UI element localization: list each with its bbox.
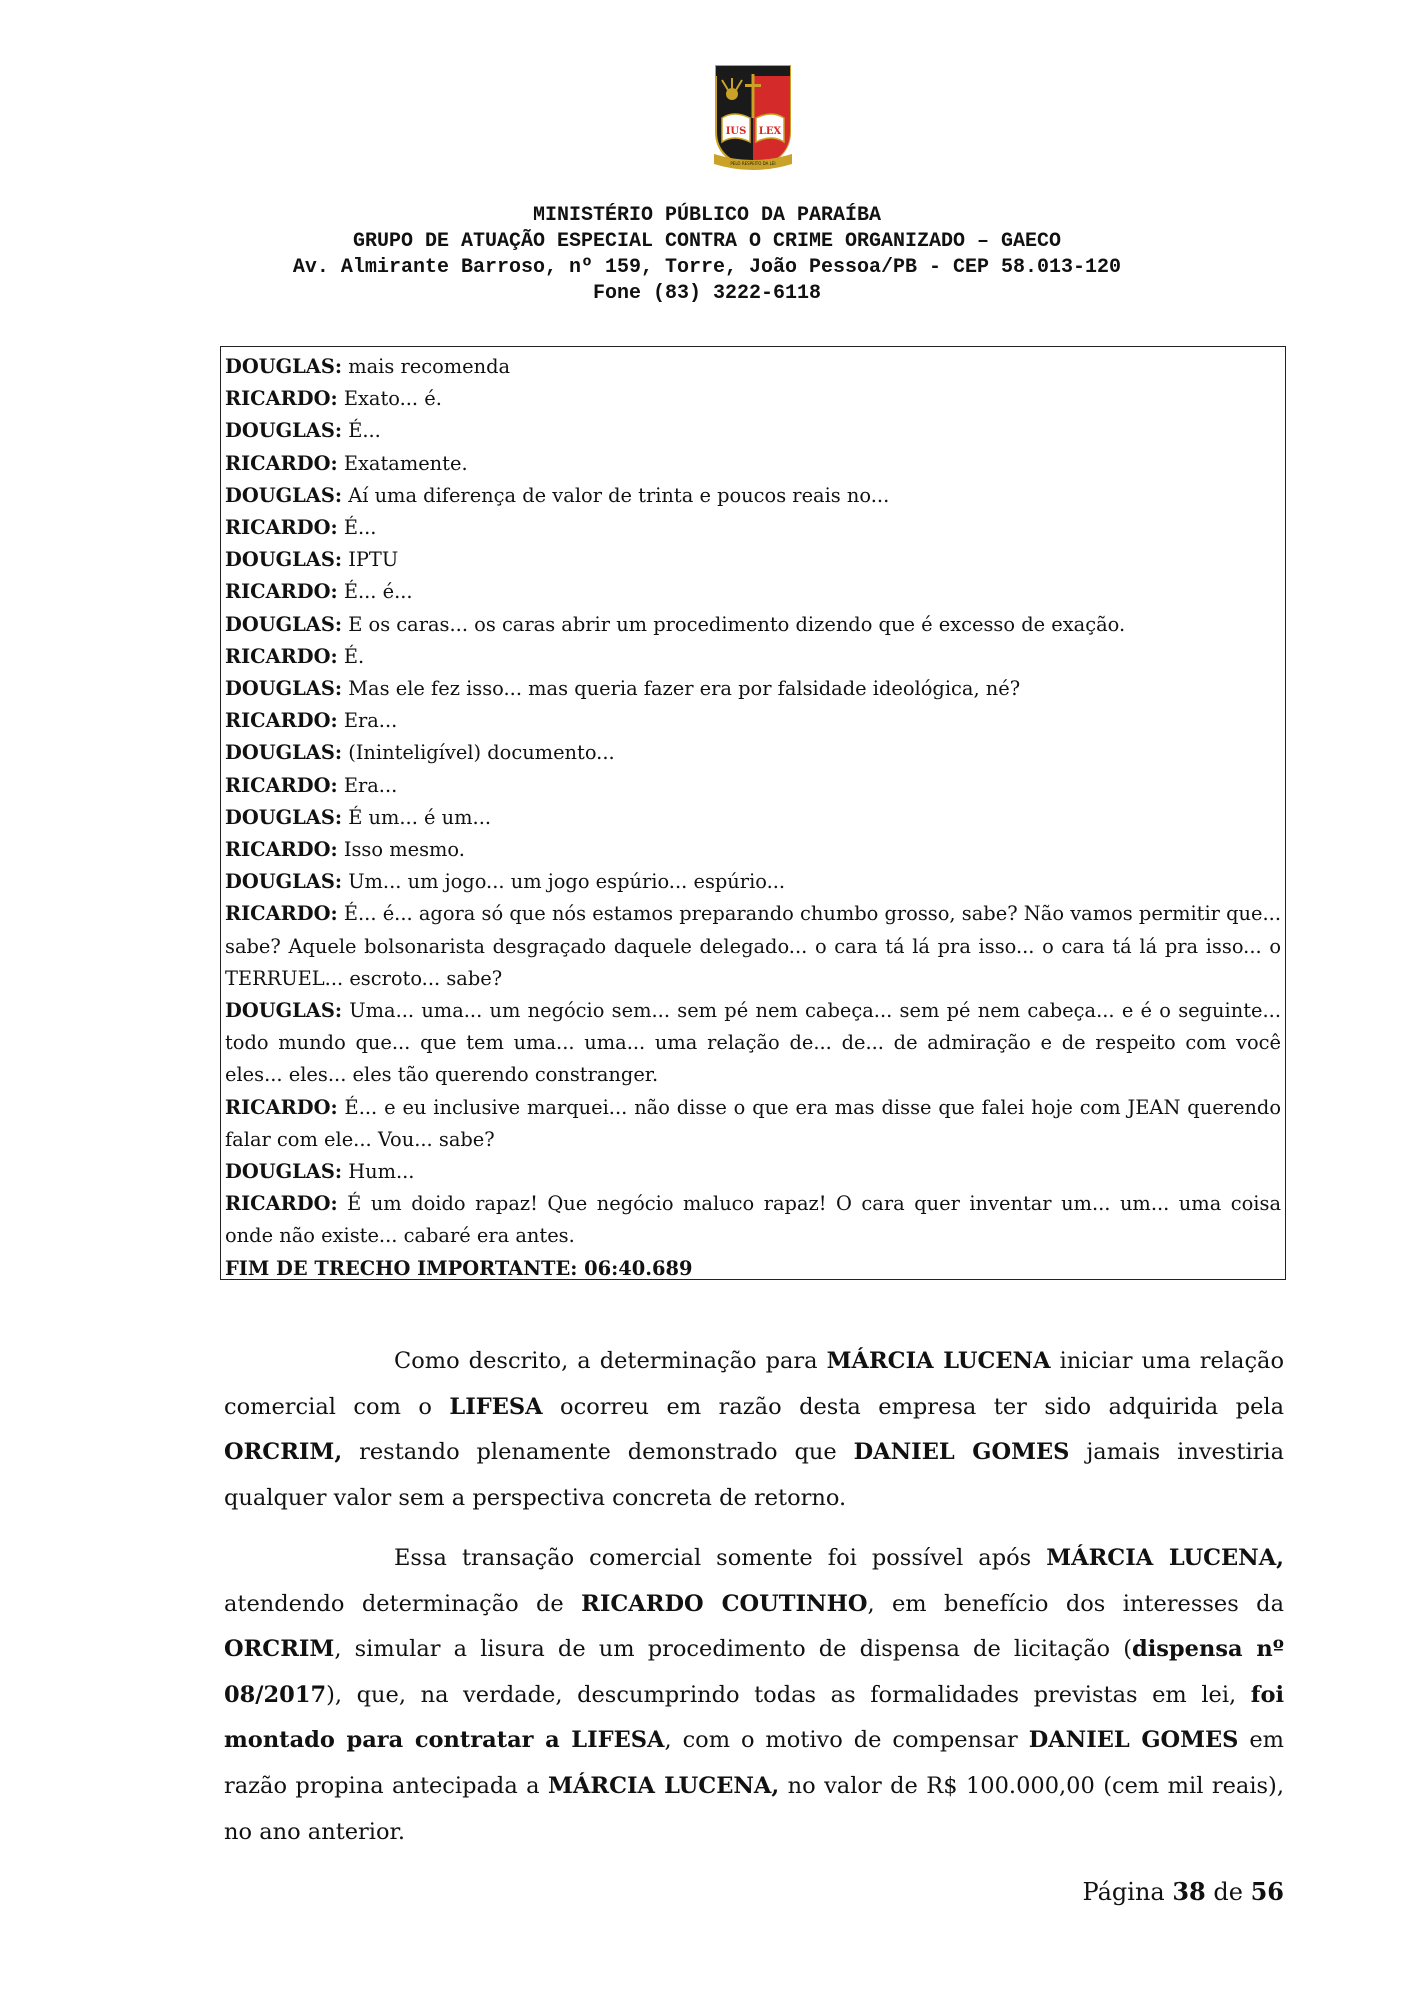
bold-run: LIFESA (449, 1393, 543, 1420)
speaker-name: DOUGLAS: (225, 677, 343, 701)
org-name: MINISTÉRIO PÚBLICO DA PARAÍBA (532, 204, 882, 227)
text-run: iniciar uma relação comercial com o (224, 1348, 1285, 1420)
speaker-name: RICARDO: (225, 838, 338, 862)
current-page: 38 (1172, 1877, 1206, 1906)
speech-text: Mas ele fez isso... mas queria fazer era por falsidade ideológica, né? (342, 677, 1021, 701)
speaker-name: DOUGLAS: (225, 483, 343, 507)
total-pages: 56 (1250, 1877, 1284, 1906)
transcript-line (225, 705, 1281, 737)
bold-run: RICARDO COUTINHO (581, 1590, 868, 1617)
transcript-line (225, 737, 1281, 769)
speech-text: Era... (337, 709, 398, 733)
speaker-name: RICARDO: (225, 1095, 338, 1119)
speaker-name: DOUGLAS: (225, 741, 343, 765)
speech-text: É um... é um... (342, 805, 492, 829)
transcript-line (225, 415, 1281, 447)
text-run: Essa transação comercial somente foi possível após (394, 1545, 1047, 1571)
speaker-name: RICARDO: (225, 451, 338, 475)
page-of: de (1205, 1878, 1251, 1906)
bold-run: MÁRCIA LUCENA, (548, 1772, 780, 1799)
speech-text: É... é... agora só que nós estamos preparando chumbo grosso, sabe? Não vamos permitir que... sabe? Aquele bolsonarista desgraçado daquele delegado... o cara tá lá pra isso... o cara tá lá pra isso... o TERRUEL... escroto... sabe? (225, 902, 1281, 990)
transcript-line (225, 351, 1281, 383)
speech-text: É. (337, 644, 365, 668)
speaker-name: DOUGLAS: (225, 548, 343, 572)
speech-text: IPTU (342, 548, 399, 572)
transcript-line (225, 898, 1281, 995)
transcript-line (225, 383, 1281, 415)
speech-text: Era... (337, 773, 398, 797)
text-run: em razão propina antecipada a (224, 1727, 1285, 1799)
transcript-line (225, 544, 1281, 576)
text-run: , em benefício dos interesses da (867, 1590, 1284, 1617)
speech-text: Exato... é. (337, 387, 442, 411)
bold-run: DANIEL GOMES (1028, 1727, 1239, 1754)
bold-run: foi montado para contratar a LIFESA (224, 1681, 1284, 1754)
speech-text: E os caras... os caras abrir um procedimento dizendo que é excesso de exação. (342, 612, 1126, 636)
speech-text: Uma... uma... um negócio sem... sem pé nem cabeça... sem pé nem cabeça... e é o seguinte... todo mundo que... que tem uma... uma... uma relação de... de... de admiração e de respeito com você eles... eles... eles tão querendo constranger. (225, 999, 1281, 1087)
speaker-name: DOUGLAS: (225, 1160, 343, 1184)
speaker-name: RICARDO: (225, 1192, 338, 1216)
logo-ribbon-text: PELO RESPEITO DA LEI (730, 161, 776, 166)
transcript-line (225, 1188, 1281, 1252)
speaker-name: DOUGLAS: (225, 870, 343, 894)
speaker-name: RICARDO: (225, 516, 338, 540)
text-run: jamais investiria qualquer valor sem a perspectiva concreta de retorno. (224, 1439, 1285, 1511)
transcript-line (225, 641, 1281, 673)
text-run: , simular a lisura de um procedimento de dispensa de licitação ( (334, 1636, 1132, 1663)
transcript-line (225, 802, 1281, 834)
speaker-name: RICARDO: (225, 773, 338, 797)
text-run: atendendo determinação de (224, 1590, 582, 1617)
logo-left-word: IUS (725, 126, 747, 137)
text-run: , com o motivo de compensar (664, 1727, 1029, 1754)
transcript-line (225, 834, 1281, 866)
speech-text: É... (337, 516, 377, 540)
paragraph-2 (224, 1536, 1284, 1855)
org-address: Av. Almirante Barroso, nº 159, Torre, João Pessoa/PB - CEP 58.013-120 (292, 256, 1122, 279)
speech-text: Exatamente. (337, 451, 468, 475)
transcript-line (225, 480, 1281, 512)
transcript-line (225, 995, 1281, 1092)
speech-text: É... (342, 419, 381, 443)
speaker-name: DOUGLAS: (225, 419, 343, 443)
shield-emblem-icon (712, 62, 794, 174)
transcript-line (225, 866, 1281, 898)
speech-text: Hum... (342, 1160, 415, 1184)
speech-text: É... e eu inclusive marquei... não disse o que era mas disse que falei hoje com JEAN querendo falar com ele... Vou... sabe? (225, 1095, 1281, 1151)
transcript-end-marker: FIM DE TRECHO IMPORTANTE: 06:40.689 (225, 1256, 693, 1280)
speech-text: Isso mesmo. (337, 838, 465, 862)
speaker-name: RICARDO: (225, 902, 338, 926)
speech-text: Aí uma diferença de valor de trinta e poucos reais no... (342, 483, 890, 507)
transcript-line (225, 673, 1281, 705)
text-run: no valor de R$ 100.000,00 (cem mil reais), no ano anterior. (224, 1772, 1284, 1845)
text-run: restando plenamente demonstrado que (342, 1439, 854, 1466)
transcript-line (225, 448, 1281, 480)
speaker-name: DOUGLAS: (225, 805, 343, 829)
letterhead (0, 203, 1414, 307)
speaker-name: RICARDO: (225, 644, 338, 668)
transcript-line (225, 576, 1281, 608)
bold-run: ORCRIM (224, 1636, 335, 1663)
speech-text: mais recomenda (342, 355, 511, 378)
bold-run: ORCRIM, (224, 1439, 343, 1466)
speech-text: (Ininteligível) documento... (342, 741, 615, 765)
speaker-name: RICARDO: (225, 709, 338, 733)
bold-run: MÁRCIA LUCENA (826, 1348, 1051, 1374)
transcript-box (220, 346, 1286, 1280)
speech-text: É... é... (337, 580, 413, 604)
transcript-line (225, 1092, 1281, 1156)
speaker-name: RICARDO: (225, 387, 338, 411)
speech-text: Um... um jogo... um jogo espúrio... espúrio... (342, 870, 786, 894)
text-run: ocorreu em razão desta empresa ter sido adquirida pela (542, 1393, 1284, 1420)
transcript-line (225, 770, 1281, 802)
speaker-name: DOUGLAS: (225, 355, 343, 378)
speech-text: É um doido rapaz! Que negócio maluco rapaz! O cara quer inventar um... um... uma coisa onde não existe... cabaré era antes. (225, 1192, 1281, 1248)
speaker-name: DOUGLAS: (225, 999, 343, 1023)
org-phone: Fone (83) 3222-6118 (592, 282, 822, 305)
transcript-line (225, 1156, 1281, 1188)
text-run: Como descrito, a determinação para (394, 1348, 827, 1374)
bold-run: DANIEL GOMES (853, 1439, 1070, 1466)
speaker-name: DOUGLAS: (225, 612, 343, 636)
transcript-line (225, 512, 1281, 544)
bold-run: MÁRCIA LUCENA, (1046, 1545, 1284, 1571)
logo-right-word: LEX (758, 126, 782, 137)
paragraph-1 (224, 1339, 1284, 1521)
speaker-name: RICARDO: (225, 580, 338, 604)
book-right-icon (756, 114, 784, 142)
page-number (1083, 1877, 1284, 1906)
bold-run: dispensa nº 08/2017 (224, 1636, 1284, 1708)
text-run: ), que, na verdade, descumprindo todas as formalidades previstas em lei, (326, 1681, 1251, 1708)
book-left-icon (722, 114, 750, 142)
page-label: Página (1082, 1878, 1173, 1906)
transcript-line (225, 609, 1281, 641)
org-group: GRUPO DE ATUAÇÃO ESPECIAL CONTRA O CRIME ORGANIZADO – GAECO (352, 230, 1062, 253)
